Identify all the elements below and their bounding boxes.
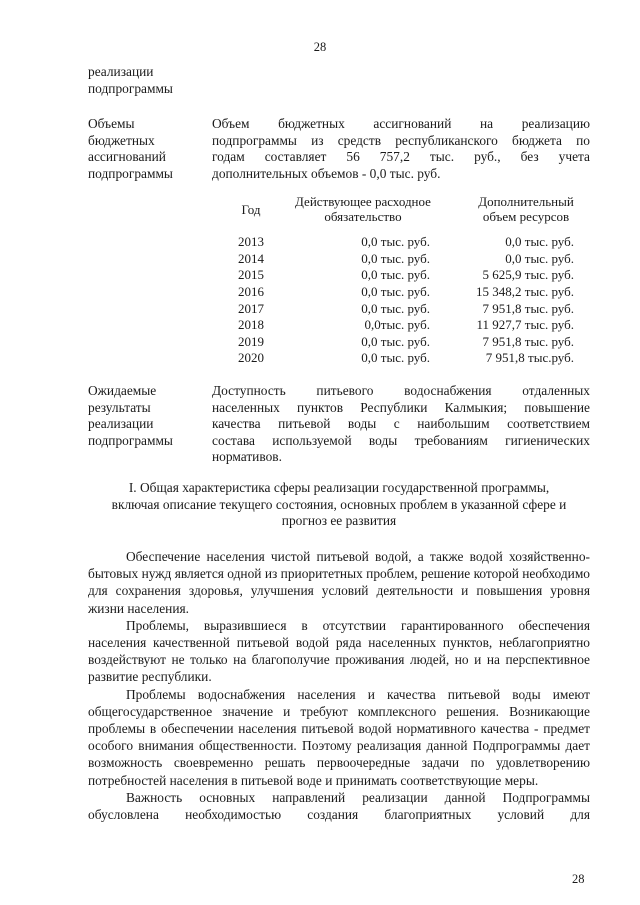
- heading-line: прогноз ее развития: [281, 513, 397, 528]
- table-row: [212, 334, 592, 351]
- cell-year: 2016: [238, 283, 264, 299]
- cell-year: 2018: [238, 317, 264, 333]
- passport-row-label-budget: [88, 116, 208, 182]
- table-row: [212, 317, 592, 334]
- cell-current-obligation: 0,0тыс. руб.: [364, 317, 430, 333]
- table-row: [212, 234, 592, 251]
- text-line: годам составляет 56 757,2 тыс. руб., без учета: [212, 149, 590, 164]
- page-number-bottom: 28: [572, 872, 585, 886]
- paragraph: Проблемы водоснабжения населения и качества питьевой воды имеют общегосударственное значение и требуют комплексного решения. Возникающие проблемы в обеспечении населения питьевой водой нормативного качества - предмет особого внимания общественности. Поэтому реализация данной Подпрограммы дает возможность своевременно решать первоочередные задачи по удовлетворению потребностей населения в питьевой воде и принимать соответствующие меры.: [88, 686, 590, 788]
- text-line: подпрограммы из средств республиканского бюджета по: [212, 132, 590, 148]
- text-line: нормативов.: [212, 449, 282, 464]
- cell-additional-resources: 7 951,8 тыс.руб.: [485, 350, 574, 366]
- label-line: подпрограммы: [88, 165, 173, 181]
- table-row: [212, 350, 592, 367]
- label-line: бюджетных: [88, 132, 155, 148]
- cell-year: 2013: [238, 234, 264, 250]
- table-row: [212, 251, 592, 268]
- cell-additional-resources: 5 625,9 тыс. руб.: [482, 267, 574, 283]
- text-line: состава используемой воды требованиям гигиенических: [212, 432, 590, 448]
- cell-current-obligation: 0,0 тыс. руб.: [361, 350, 430, 366]
- page-number-top: 28: [313, 40, 327, 54]
- cell-year: 2017: [238, 300, 264, 316]
- text-line: Объем бюджетных ассигнований на реализацию: [212, 116, 590, 131]
- cell-year: 2020: [238, 350, 264, 366]
- heading-line: включая описание текущего состояния, основных проблем в указанной сфере и: [111, 496, 567, 512]
- column-header-year: Год: [241, 201, 261, 217]
- table-row: [212, 300, 592, 317]
- cell-current-obligation: 0,0 тыс. руб.: [361, 283, 430, 299]
- cell-current-obligation: 0,0 тыс. руб.: [361, 267, 430, 283]
- text-line: дополнительных объемов - 0,0 тыс. руб.: [212, 165, 441, 181]
- cell-current-obligation: 0,0 тыс. руб.: [361, 234, 430, 250]
- passport-row-label-results: [88, 383, 208, 449]
- label-line: реализации: [88, 416, 154, 431]
- label-line: ассигнований: [88, 149, 166, 164]
- text-line: населенных пунктов Республики Калмыкия; повышение: [212, 399, 590, 415]
- text-line: Доступность питьевого водоснабжения отдаленных: [212, 383, 590, 398]
- column-header-additional-resources: Дополнительный объем ресурсов: [478, 194, 574, 224]
- cell-additional-resources: 7 951,8 тыс. руб.: [482, 333, 574, 349]
- label-line: результаты: [88, 399, 151, 415]
- cell-current-obligation: 0,0 тыс. руб.: [361, 333, 430, 349]
- cell-year: 2019: [238, 333, 264, 349]
- label-line: реализации: [88, 64, 154, 79]
- cell-year: 2014: [238, 250, 264, 266]
- cell-additional-resources: 11 927,7 тыс. руб.: [476, 317, 574, 333]
- label-line: подпрограммы: [88, 432, 173, 448]
- paragraph: Проблемы, выразившиеся в отсутствии гарантированного обеспечения населения качественной питьевой водой ряда населенных пунктов, неблагоприятно воздействуют не только на благополучие проживания людей, но и на перспективное развитие республики.: [88, 617, 590, 685]
- text-line: качества питьевой воды с наибольшим соответствием: [212, 416, 590, 431]
- cell-current-obligation: 0,0 тыс. руб.: [361, 300, 430, 316]
- budget-table: [212, 184, 592, 367]
- body-text: [88, 548, 590, 823]
- cell-additional-resources: 0,0 тыс. руб.: [505, 234, 574, 250]
- label-line: Ожидаемые: [88, 383, 157, 398]
- passport-row-text-budget: [212, 116, 590, 182]
- section-heading: [88, 480, 590, 530]
- cell-year: 2015: [238, 267, 264, 283]
- cell-additional-resources: 15 348,2 тыс. руб.: [476, 283, 574, 299]
- label-line: Объемы: [88, 116, 135, 131]
- passport-row-label-implementation: [88, 64, 208, 97]
- passport-row-text-results: [212, 383, 590, 466]
- heading-line: I. Общая характеристика сферы реализации государственной программы,: [128, 480, 550, 495]
- cell-additional-resources: 0,0 тыс. руб.: [505, 250, 574, 266]
- column-header-current-obligation: Действующее расходное обязательство: [295, 194, 431, 224]
- label-line: подпрограммы: [88, 80, 173, 96]
- table-row: [212, 267, 592, 284]
- cell-current-obligation: 0,0 тыс. руб.: [361, 250, 430, 266]
- cell-additional-resources: 7 951,8 тыс. руб.: [482, 300, 574, 316]
- paragraph: Важность основных направлений реализации данной Подпрограммы обусловлена необходимостью создания благоприятных условий для: [88, 789, 590, 823]
- paragraph: Обеспечение населения чистой питьевой водой, а также водой хозяйственно-бытовых нужд является одной из приоритетных проблем, решение которой необходимо для сохранения здоровья, улучшения условий деятельности и повышения уровня жизни населения.: [88, 549, 590, 616]
- table-row: [212, 284, 592, 301]
